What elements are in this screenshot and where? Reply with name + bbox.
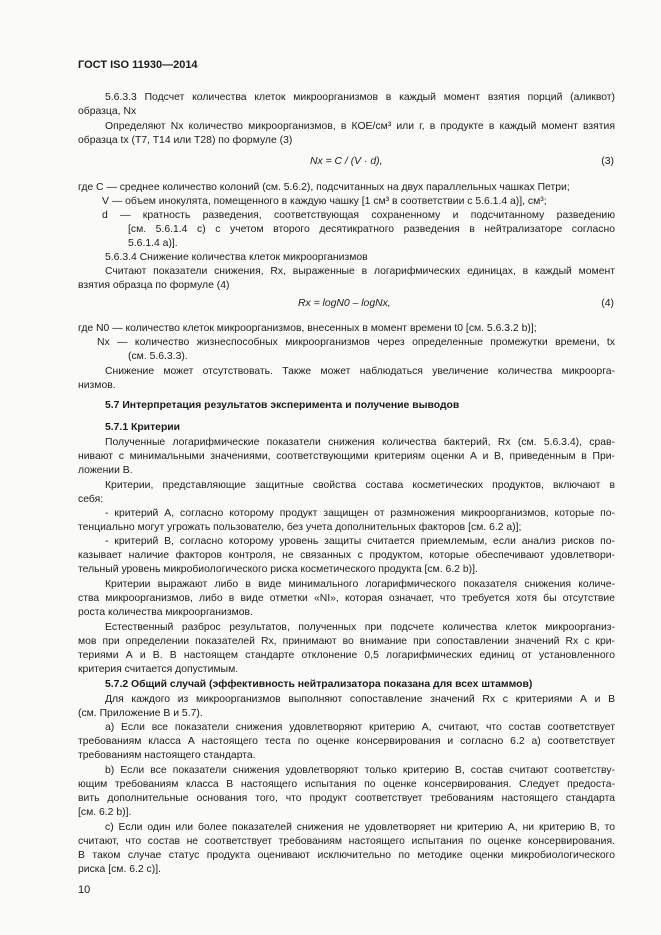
text-line: - критерий В, согласно которому уровень защиты считается приемлемым, если анализ рисков по- <box>105 536 615 547</box>
text-line: критерия считается допустимым. <box>78 664 239 675</box>
text-line: взятия образца по формуле (4) <box>78 280 230 291</box>
text-line: нивают с минимальными значениями, соответствующими критериям оценки А и В, приведенным в При- <box>78 451 615 462</box>
page-number: 10 <box>78 884 91 896</box>
text-line: b) Если все показатели снижения удовлетворяют только критерию В, состав считают соответству- <box>105 765 615 776</box>
text-line: Считают показатели снижения, Rx, выраженные в логарифмических единицах, в каждый момент <box>105 266 615 277</box>
text-line: тельный уровень микробиологического риска косметического продукта [см. 6.2 b)]. <box>78 564 478 575</box>
text-line: [см. 6.2 b)]. <box>78 807 132 818</box>
formula-4-number: (4) <box>601 298 614 309</box>
text-line: [см. 5.6.1.4 c) с учетом второго десятикратного разведения в нейтрализаторе согласно <box>128 224 615 235</box>
text-line: Полученные логарифмические показатели снижения количества бактерий, Rx (см. 5.6.3.4), срав- <box>105 437 615 448</box>
text-line: (см. Приложение В и 5.7). <box>78 708 203 719</box>
page-header: ГОСТ ISO 11930—2014 <box>78 59 198 71</box>
text-line: Определяют Nx количество микроорганизмов, в КОЕ/см³ или г, в продукте в каждый момент взятия <box>105 121 615 132</box>
subsection-title: 5.6.3.4 Снижение количества клеток микроорганизмов <box>105 252 368 263</box>
text-line: ства микроорганизмов, либо в виде отметки «NI», которая означает, что требуется хотя бы отсутствие <box>78 593 615 604</box>
text-line: образца tx (T7, T14 или T28) по формуле (3) <box>78 135 293 146</box>
text-line: низмов. <box>78 380 116 391</box>
text-line: себя: <box>78 494 104 505</box>
text-line: c) Если один или более показателей снижения не удовлетворяет ни критерию А, ни критерию В, то <box>105 822 615 833</box>
text-line: Для каждого из микроорганизмов выполняют сопоставление значений Rx с критериями А и В <box>105 694 615 705</box>
text-line: Естественный разброс результатов, полученных при подсчете количества клеток микроорганиз- <box>105 622 615 633</box>
text-line: Критерии выражают либо в виде минимального логарифмического показателя снижения количе- <box>105 579 615 590</box>
text-line: a) Если все показатели снижения удовлетворяют критерию А, считают, что состав соответствует <box>105 722 615 733</box>
text-line: 5.6.3.3 Подсчет количества клеток микроорганизмов в каждый момент взятия порций (аликвот) <box>105 92 615 103</box>
text-line: где C — среднее количество колоний (см. 5.6.2), подсчитанных на двух параллельных чашках Петри; <box>78 182 570 193</box>
formula-4: Rx = logN0 – logNx, <box>298 298 391 309</box>
text-line: - критерий А, согласно которому продукт защищен от размножения микроорганизмов, которые по- <box>105 508 615 519</box>
text-line: требованиям класса А настоящего теста по оценке консервирования и согласно 6.2 a) соответствует <box>78 736 615 747</box>
text-line: вить дополнительные основания того, что продукт соответствует требованиям настоящего стандарта <box>78 793 615 804</box>
text-line: мов при определении показателей Rx, принимают во внимание при сопоставлении значений Rx с кри- <box>78 636 615 647</box>
section-title: 5.7 Интерпретация результатов эксперимента и получение выводов <box>105 400 460 411</box>
subsection-title: 5.7.1 Критерии <box>105 422 181 433</box>
text-line: требованиям настоящего стандарта. <box>78 750 256 761</box>
text-line: Критерии, представляющие защитные свойства состава косметических продуктов, включают в <box>105 480 615 491</box>
text-line: ложении В. <box>78 465 133 476</box>
formula-3-number: (3) <box>601 156 614 167</box>
text-line: где N0 — количество клеток микроорганизмов, внесенных в момент времени t0 [см. 5.6.3.2 b)]; <box>78 323 537 334</box>
text-line: Nx — количество жизнеспособных микроорганизмов через определенные промежутки времени, tx <box>97 337 615 348</box>
text-line: териями А и В. В настоящем стандарте отклонение 0,5 логарифмических единиц от установленного <box>78 650 615 661</box>
text-line: роста количества микроорганизмов. <box>78 607 253 618</box>
text-line: считают, что состав не соответствует требованиям настоящего испытания по оценке консервирования. <box>78 836 615 847</box>
text-line: d — кратность разведения, соответствующая сохраненному и подсчитанному разведению <box>102 210 615 221</box>
subsection-title: 5.7.2 Общий случай (эффективность нейтрализатора показана для всех штаммов) <box>105 679 533 690</box>
text-line: риска [см. 6.2 c)]. <box>78 864 161 875</box>
text-line: 5.6.1.4 a)]. <box>128 238 178 249</box>
text-line: ющим требованиям класса В настоящего испытания по оценке консервирования. Следует предоста- <box>78 779 615 790</box>
formula-3: Nx = C / (V · d), <box>310 156 383 167</box>
text-line: В таком случае статус продукта оценивают исключительно по методике оценки микробиологического <box>78 850 615 861</box>
text-line: казывает наличие факторов контроля, не связанных с продуктом, которые обеспечивают удовлетвори- <box>78 550 615 561</box>
text-line: образца, Nx <box>78 106 137 117</box>
text-line: тенциально могут угрожать пользователю, без учета дополнительных факторов [см. 6.2 a)]; <box>78 522 522 533</box>
text-line: V — объем инокулята, помещенного в каждую чашку [1 см³ в соответствии с 5.6.1.4 a)], см³; <box>102 196 547 207</box>
text-line: Снижение может отсутствовать. Также может наблюдаться увеличение количества микроорга- <box>105 366 615 377</box>
text-line: (см. 5.6.3.3). <box>128 351 188 362</box>
